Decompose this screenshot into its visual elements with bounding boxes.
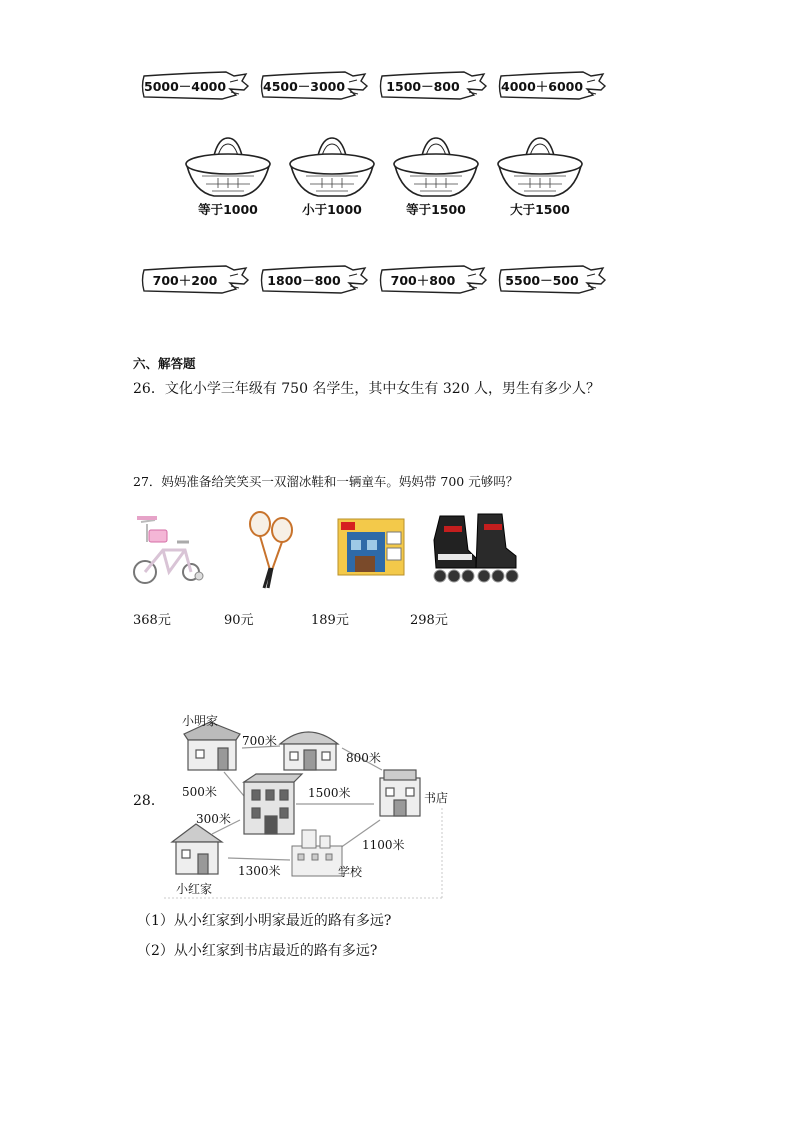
plane-expression: 4000＋6000 <box>501 79 584 94</box>
price-toy-box: 189元 <box>311 613 349 628</box>
toy-box-icon <box>337 518 405 576</box>
route-map-drawing <box>162 708 444 900</box>
roller-skates-icon <box>430 510 522 588</box>
basket-icon <box>286 136 378 202</box>
plane-card <box>138 262 250 298</box>
bicycle-icon <box>133 512 205 586</box>
plane-card <box>257 262 369 298</box>
question-28-part-1: （1）从小红家到小明家最近的路有多远? <box>137 913 392 929</box>
route-map <box>162 708 449 900</box>
question-28-part-2: （2）从小红家到书店最近的路有多远? <box>137 943 378 959</box>
house-icon <box>172 824 222 874</box>
label-xiaohong-home: 小红家 <box>176 882 213 896</box>
price-bicycle: 368元 <box>133 613 171 628</box>
distance-label: 700米 <box>242 734 277 748</box>
basket-icon <box>182 136 274 202</box>
basket-icon <box>494 136 586 202</box>
plane-expression: 5500－500 <box>505 273 579 288</box>
bookstore-icon <box>380 770 420 816</box>
plane-expression: 5000－4000 <box>144 79 227 94</box>
basket-card <box>390 136 482 218</box>
price-roller-skates: 298元 <box>410 613 448 628</box>
distance-label: 1300米 <box>238 864 281 878</box>
distance-label: 800米 <box>346 751 381 765</box>
plane-card <box>495 68 607 104</box>
basket-label: 小于1000 <box>302 202 362 217</box>
badminton-rackets-icon <box>244 510 296 590</box>
plane-expression: 4500－3000 <box>263 79 346 94</box>
label-bookstore: 书店 <box>424 791 449 805</box>
plane-card <box>138 68 250 104</box>
plane-expression: 1800－800 <box>267 273 341 288</box>
plane-expression: 700＋200 <box>152 273 218 288</box>
basket-card <box>286 136 378 218</box>
plane-expression: 700＋800 <box>390 273 456 288</box>
plane-card <box>376 68 488 104</box>
section-title: 六、解答题 <box>133 356 196 371</box>
basket-icon <box>390 136 482 202</box>
label-xiaoming-home: 小明家 <box>182 714 219 728</box>
building-icon <box>280 732 338 770</box>
question-27: 27．妈妈准备给笑笑买一双溜冰鞋和一辆童车。妈妈带 700 元够吗？ <box>133 474 519 489</box>
distance-label: 1100米 <box>362 838 405 852</box>
school-icon <box>292 830 342 876</box>
plane-expression: 1500－800 <box>386 79 460 94</box>
basket-label: 等于1500 <box>406 202 466 217</box>
plane-card <box>495 262 607 298</box>
basket-card <box>494 136 586 218</box>
house-icon <box>184 722 240 770</box>
distance-label: 300米 <box>196 812 231 826</box>
plane-card <box>257 68 369 104</box>
plane-card <box>376 262 488 298</box>
question-28-number: 28． <box>133 793 165 809</box>
building-icon <box>244 774 302 834</box>
price-rackets: 90元 <box>224 613 254 628</box>
basket-label: 等于1000 <box>198 202 258 217</box>
basket-card <box>182 136 274 218</box>
question-26: 26．文化小学三年级有 750 名学生，其中女生有 320 人，男生有多少人？ <box>133 381 601 397</box>
distance-label: 500米 <box>182 785 217 799</box>
distance-label: 1500米 <box>308 786 351 800</box>
label-school: 学校 <box>338 865 363 879</box>
basket-label: 大于1500 <box>510 202 570 217</box>
